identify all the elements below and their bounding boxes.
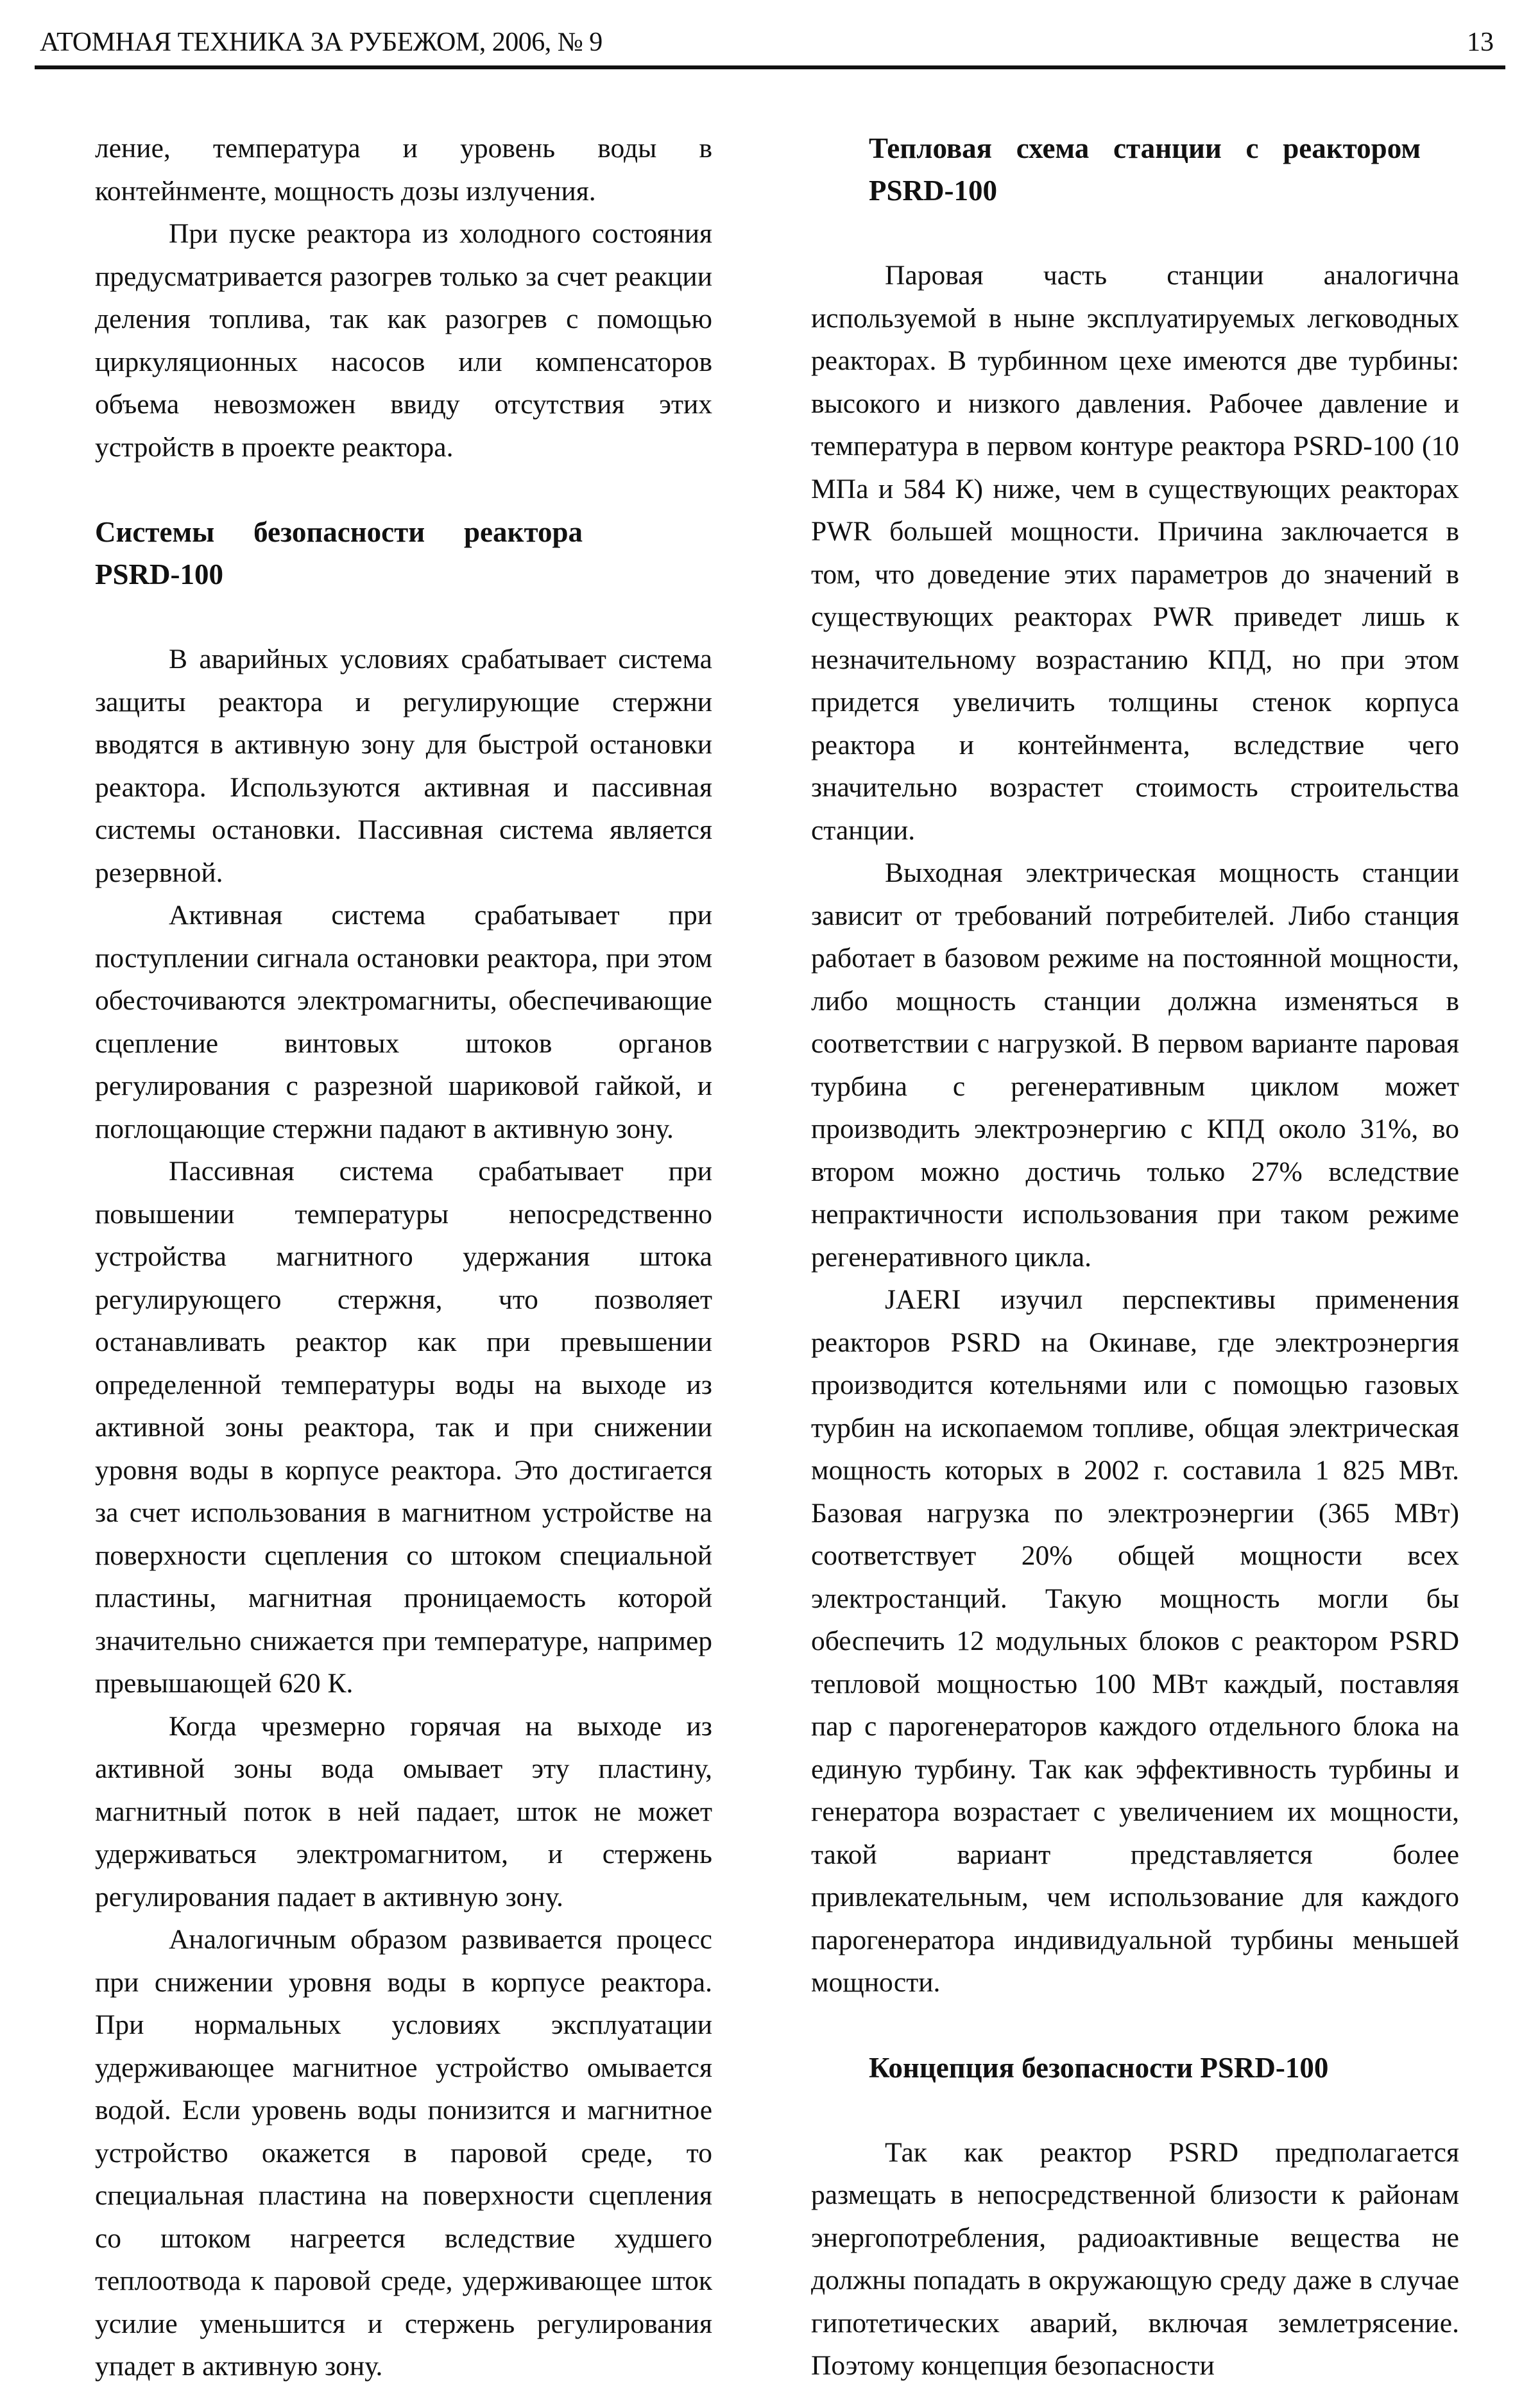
page-number: 13	[1467, 28, 1494, 57]
paragraph: Пассивная система срабатывает при повышении температуры непосредственно устройства магнитного удержания штока регулирующего стержня, что позволяет останавливать реактор как при превышении определенной температуры воды на выходе из активной зоны реактора, так и при снижении уровня воды в корпусе реактора. Это достигается за счет использования в магнитном устройстве на поверхности сцепления со штоком специальной пластины, магнитная проницаемость которой значительно снижается при температуре, например превышающей 620 К.	[95, 1156, 712, 1699]
section-heading: Тепловая схема станции с реактором PSRD-100	[869, 132, 1421, 207]
section-heading: Системы безопасности реактора PSRD-100	[95, 516, 583, 590]
paragraph: ление, температура и уровень воды в контейнменте, мощность дозы излучения.	[95, 133, 712, 207]
right-column	[811, 127, 1459, 2387]
paragraph: Когда чрезмерно горячая на выходе из активной зоны вода омывает эту пластину, магнитный поток в ней падает, шток не может удерживаться электромагнитом, и стержень регулирования падает в активную зону.	[95, 1710, 712, 1912]
section-heading: Концепция безопасности PSRD-100	[869, 2051, 1329, 2084]
paragraph: В аварийных условиях срабатывает система защиты реактора и регулирующие стержни вводятся в активную зону для быстрой остановки реактора. Используются активная и пассивная системы остановки. Пассивная система является резервной.	[95, 644, 712, 888]
left-column	[95, 127, 712, 2388]
paragraph: Так как реактор PSRD предполагается размещать в непосредственной близости к районам энергопотребления, радиоактивные вещества не должны попадать в окружающую среду даже в случае гипотетических аварий, включая землетрясение. Поэтому концепция безопасности	[811, 2136, 1459, 2381]
header-rule	[35, 65, 1505, 69]
paragraph: Паровая часть станции аналогична используемой в ныне эксплуатируемых легководных реакторах. В турбинном цехе имеются две турбины: высокого и низкого давления. Рабочее давление и температура в первом контуре реактора PSRD-100 (10 МПа и 584 К) ниже, чем в существующих реакторах PWR большей мощности. Причина заключается в том, что доведение этих параметров до значений в существующих реакторах PWR приведет лишь к незначительному возрастанию КПД, но при этом придется увеличить толщины стенок корпуса реактора и контейнмента, вследствие чего значительно возрастет стоимость строительства станции.	[811, 260, 1459, 846]
paragraph: Выходная электрическая мощность станции зависит от требований потребителей. Либо станция работает в базовом режиме на постоянной мощности, либо мощность станции должна изменяться в соответствии с нагрузкой. В первом варианте паровая турбина с регенеративным циклом может производить электроэнергию с КПД около 31%, во втором можно достичь только 27% вследствие непрактичности использования при таком режиме регенеративного цикла.	[811, 857, 1459, 1273]
paragraph: Активная система срабатывает при поступлении сигнала остановки реактора, при этом обесточиваются электромагниты, обеспечивающие сцепление винтовых штоков органов регулирования с разрезной шариковой гайкой, и поглощающие стержни падают в активную зону.	[95, 900, 712, 1144]
paragraph: Аналогичным образом развивается процесс при снижении уровня воды в корпусе реактора. При нормальных условиях эксплуатации удерживающее магнитное устройство омывается водой. Если уровень воды понизится и магнитное устройство окажется в паровой среде, то специальная пластина на поверхности сцепления со штоком нагреется вследствие худшего теплоотвода к паровой среде, удерживающее шток усилие уменьшится и стержень регулирования упадет в активную зону.	[95, 1924, 712, 2382]
paragraph: JAERI изучил перспективы применения реакторов PSRD на Окинаве, где электроэнергия производится котельнями или с помощью газовых турбин на ископаемом топливе, общая электрическая мощность которых в 2002 г. составила 1 825 МВт. Базовая нагрузка по электроэнергии (365 МВт) соответствует 20% общей мощности всех электростанций. Такую мощность могли бы обеспечить 12 модульных блоков с реактором PSRD тепловой мощностью 100 МВт каждый, поставляя пар с парогенераторов каждого отдельного блока на единую турбину. Так как эффективность турбины и генератора возрастает с увеличением их мощности, такой вариант представляется более привлекательным, чем использование для каждого парогенератора индивидуальной турбины меньшей мощности.	[811, 1284, 1459, 1998]
running-header: АТОМНАЯ ТЕХНИКА ЗА РУБЕЖОМ, 2006, № 9	[40, 28, 603, 57]
paragraph: При пуске реактора из холодного состояния предусматривается разогрев только за счет реакции деления топлива, так как разогрев с помощью циркуляционных насосов или компенсаторов объема невозможен ввиду отсутствия этих устройств в проекте реактора.	[95, 218, 712, 463]
